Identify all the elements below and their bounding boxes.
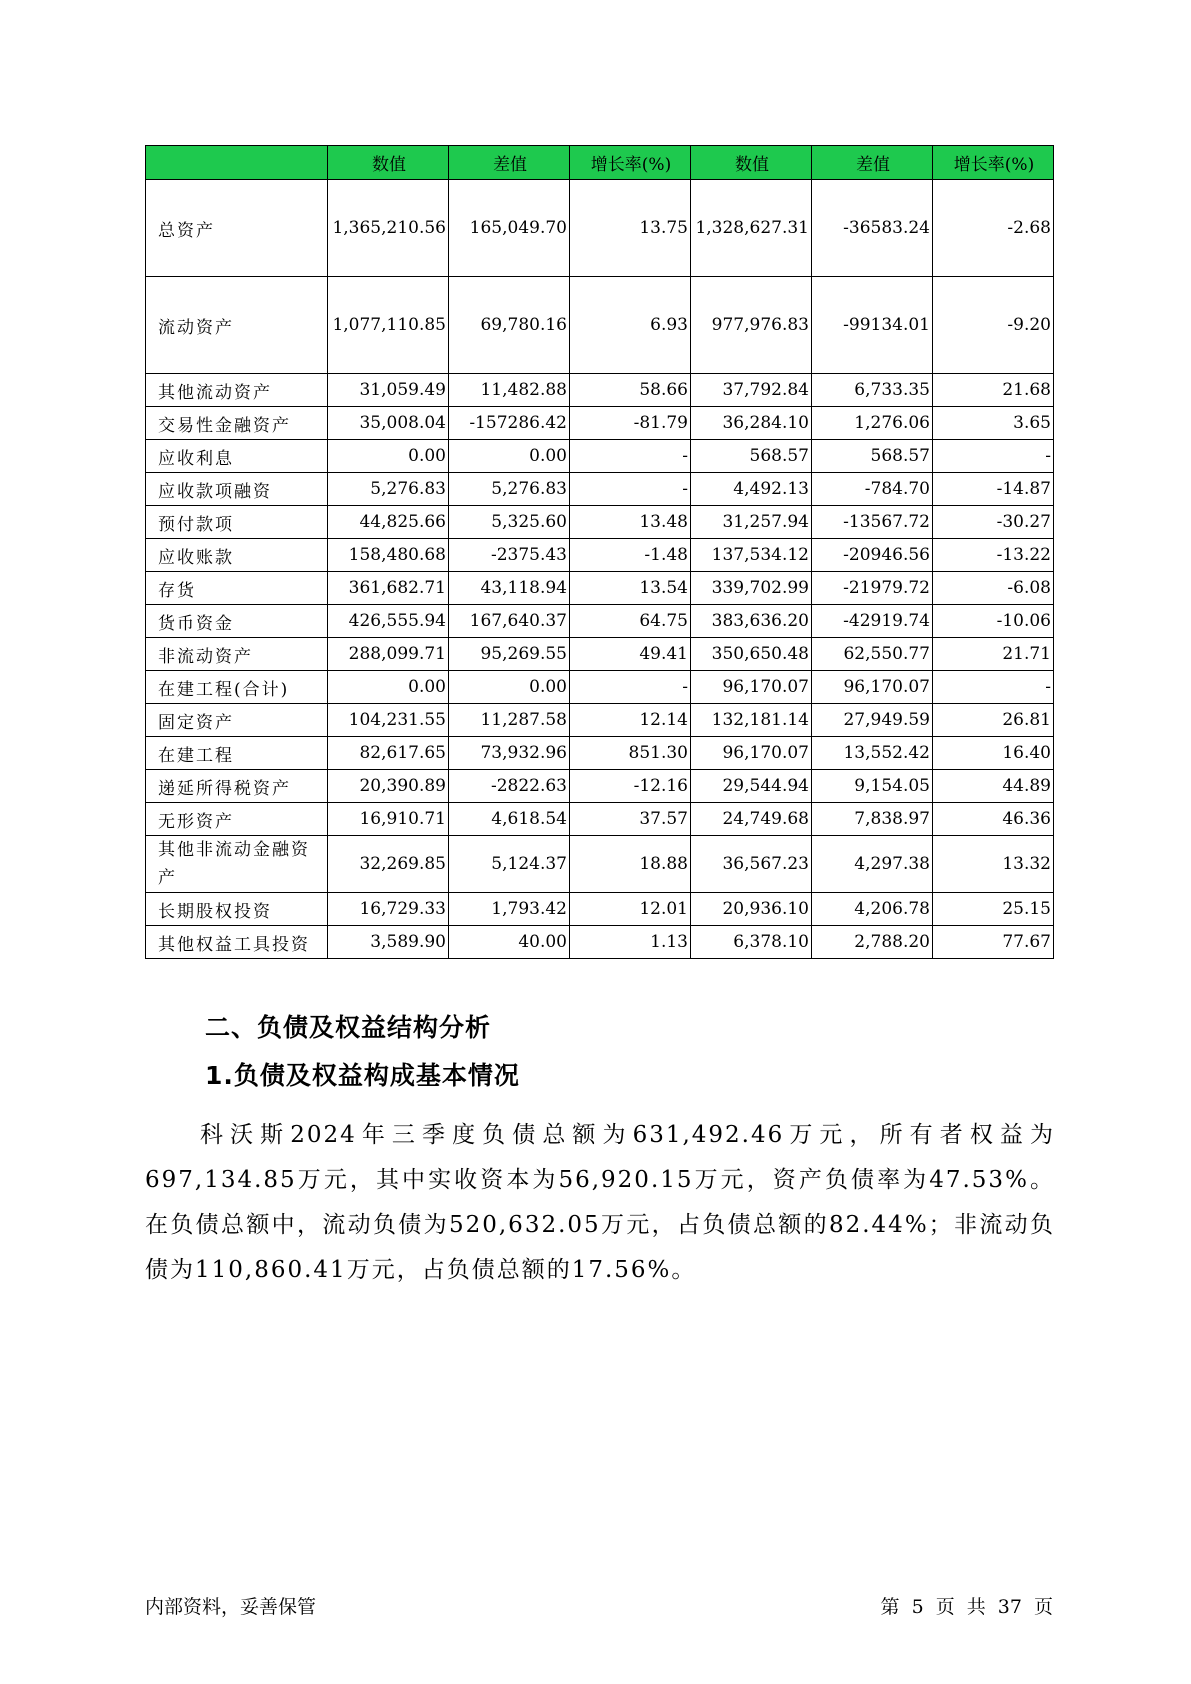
row-name: 其他流动资产 <box>146 374 328 407</box>
cell-value-1: 426,555.94 <box>328 605 449 638</box>
cell-growth-2: 3.65 <box>933 407 1054 440</box>
table-header-row <box>146 146 1054 180</box>
cell-growth-1: -81.79 <box>570 407 691 440</box>
table-body <box>146 180 1054 959</box>
cell-diff-1: 165,049.70 <box>449 180 570 277</box>
cell-value-2: 29,544.94 <box>691 770 812 803</box>
cell-value-2: 96,170.07 <box>691 737 812 770</box>
row-name: 交易性金融资产 <box>146 407 328 440</box>
row-name: 非流动资产 <box>146 638 328 671</box>
asset-structure-table-container <box>145 145 1053 959</box>
row-name: 其他权益工具投资 <box>146 926 328 959</box>
cell-value-2: 568.57 <box>691 440 812 473</box>
cell-diff-1: 73,932.96 <box>449 737 570 770</box>
cell-growth-2: -14.87 <box>933 473 1054 506</box>
row-name: 货币资金 <box>146 605 328 638</box>
cell-diff-1: 69,780.16 <box>449 277 570 374</box>
cell-diff-1: 5,276.83 <box>449 473 570 506</box>
header-cell-growth-2: 增长率(%) <box>933 146 1054 180</box>
header-cell-growth-1: 增长率(%) <box>570 146 691 180</box>
cell-growth-2: 44.89 <box>933 770 1054 803</box>
cell-diff-1: 11,482.88 <box>449 374 570 407</box>
cell-value-2: 4,492.13 <box>691 473 812 506</box>
table-row <box>146 605 1054 638</box>
cell-growth-2: 46.36 <box>933 803 1054 836</box>
table-row <box>146 803 1054 836</box>
cell-diff-2: 6,733.35 <box>812 374 933 407</box>
cell-growth-1: 13.75 <box>570 180 691 277</box>
cell-value-2: 383,636.20 <box>691 605 812 638</box>
asset-structure-table <box>145 145 1054 959</box>
row-name: 无形资产 <box>146 803 328 836</box>
cell-value-1: 1,077,110.85 <box>328 277 449 374</box>
cell-diff-1: 43,118.94 <box>449 572 570 605</box>
cell-diff-2: 2,788.20 <box>812 926 933 959</box>
table-row <box>146 770 1054 803</box>
header-cell-diff-2: 差值 <box>812 146 933 180</box>
cell-diff-2: 96,170.07 <box>812 671 933 704</box>
header-cell-value-2: 数值 <box>691 146 812 180</box>
cell-diff-1: 5,124.37 <box>449 836 570 893</box>
cell-growth-2: 16.40 <box>933 737 1054 770</box>
cell-growth-1: 18.88 <box>570 836 691 893</box>
cell-value-1: 20,390.89 <box>328 770 449 803</box>
cell-value-1: 32,269.85 <box>328 836 449 893</box>
cell-growth-1: 13.54 <box>570 572 691 605</box>
cell-value-2: 1,328,627.31 <box>691 180 812 277</box>
cell-growth-1: 12.01 <box>570 893 691 926</box>
table-row <box>146 926 1054 959</box>
cell-growth-1: 851.30 <box>570 737 691 770</box>
cell-growth-2: - <box>933 671 1054 704</box>
row-name: 固定资产 <box>146 704 328 737</box>
cell-value-1: 82,617.65 <box>328 737 449 770</box>
cell-value-2: 37,792.84 <box>691 374 812 407</box>
footer-page-number: 第 5 页 共 37 页 <box>880 1596 1053 1618</box>
row-name: 递延所得税资产 <box>146 770 328 803</box>
cell-growth-2: -2.68 <box>933 180 1054 277</box>
cell-value-1: 1,365,210.56 <box>328 180 449 277</box>
cell-diff-1: 0.00 <box>449 671 570 704</box>
cell-value-2: 339,702.99 <box>691 572 812 605</box>
table-row <box>146 638 1054 671</box>
cell-diff-2: -36583.24 <box>812 180 933 277</box>
table-row <box>146 671 1054 704</box>
cell-diff-2: -20946.56 <box>812 539 933 572</box>
cell-diff-2: -42919.74 <box>812 605 933 638</box>
row-name: 应收利息 <box>146 440 328 473</box>
table-row <box>146 704 1054 737</box>
row-name: 其他非流动金融资产 <box>146 836 328 893</box>
row-name: 流动资产 <box>146 277 328 374</box>
cell-growth-2: 77.67 <box>933 926 1054 959</box>
row-name: 预付款项 <box>146 506 328 539</box>
cell-growth-2: 26.81 <box>933 704 1054 737</box>
cell-growth-1: 1.13 <box>570 926 691 959</box>
cell-growth-1: 13.48 <box>570 506 691 539</box>
cell-diff-2: 62,550.77 <box>812 638 933 671</box>
table-row <box>146 407 1054 440</box>
analysis-paragraph: 科沃斯2024年三季度负债总额为631,492.46万元，所有者权益为697,134.85万元，其中实收资本为56,920.15万元，资产负债率为47.53%。在负债总额中，流动负债为520,632.05万元，占负债总额的82.44%；非流动负债为110,860.41万元，占负债总额的17.56%。 <box>145 1122 1055 1283</box>
cell-diff-1: 5,325.60 <box>449 506 570 539</box>
cell-diff-1: -2822.63 <box>449 770 570 803</box>
cell-value-2: 137,534.12 <box>691 539 812 572</box>
cell-growth-1: -1.48 <box>570 539 691 572</box>
table-row <box>146 836 1054 893</box>
cell-growth-1: - <box>570 671 691 704</box>
row-name: 应收款项融资 <box>146 473 328 506</box>
cell-growth-1: 49.41 <box>570 638 691 671</box>
table-row <box>146 473 1054 506</box>
table-row <box>146 374 1054 407</box>
cell-diff-1: 4,618.54 <box>449 803 570 836</box>
cell-value-2: 132,181.14 <box>691 704 812 737</box>
cell-value-1: 0.00 <box>328 440 449 473</box>
cell-value-2: 96,170.07 <box>691 671 812 704</box>
cell-diff-2: 568.57 <box>812 440 933 473</box>
cell-value-1: 0.00 <box>328 671 449 704</box>
header-cell-diff-1: 差值 <box>449 146 570 180</box>
cell-value-1: 5,276.83 <box>328 473 449 506</box>
table-row <box>146 506 1054 539</box>
cell-value-2: 36,567.23 <box>691 836 812 893</box>
cell-diff-1: 40.00 <box>449 926 570 959</box>
cell-diff-2: 7,838.97 <box>812 803 933 836</box>
subsection-title: 1.负债及权益构成基本情况 <box>205 1061 520 1090</box>
cell-value-2: 24,749.68 <box>691 803 812 836</box>
row-name: 在建工程(合计) <box>146 671 328 704</box>
cell-growth-2: -9.20 <box>933 277 1054 374</box>
table-row <box>146 539 1054 572</box>
cell-value-1: 158,480.68 <box>328 539 449 572</box>
cell-value-1: 104,231.55 <box>328 704 449 737</box>
cell-growth-1: - <box>570 440 691 473</box>
cell-value-1: 31,059.49 <box>328 374 449 407</box>
cell-growth-2: 25.15 <box>933 893 1054 926</box>
cell-diff-1: -157286.42 <box>449 407 570 440</box>
footer-confidential-note: 内部资料，妥善保管 <box>145 1596 317 1618</box>
cell-diff-2: -99134.01 <box>812 277 933 374</box>
cell-growth-1: - <box>570 473 691 506</box>
table-row <box>146 440 1054 473</box>
cell-value-1: 35,008.04 <box>328 407 449 440</box>
cell-growth-1: 58.66 <box>570 374 691 407</box>
cell-diff-2: 13,552.42 <box>812 737 933 770</box>
row-name: 应收账款 <box>146 539 328 572</box>
cell-diff-2: -13567.72 <box>812 506 933 539</box>
cell-growth-2: 21.71 <box>933 638 1054 671</box>
cell-value-2: 350,650.48 <box>691 638 812 671</box>
cell-growth-1: 37.57 <box>570 803 691 836</box>
cell-diff-2: -784.70 <box>812 473 933 506</box>
cell-growth-2: 21.68 <box>933 374 1054 407</box>
cell-diff-1: 11,287.58 <box>449 704 570 737</box>
cell-value-2: 20,936.10 <box>691 893 812 926</box>
cell-value-1: 16,729.33 <box>328 893 449 926</box>
table-row <box>146 180 1054 277</box>
cell-value-2: 977,976.83 <box>691 277 812 374</box>
row-name: 长期股权投资 <box>146 893 328 926</box>
cell-value-1: 288,099.71 <box>328 638 449 671</box>
cell-growth-1: 64.75 <box>570 605 691 638</box>
cell-diff-2: -21979.72 <box>812 572 933 605</box>
cell-value-2: 31,257.94 <box>691 506 812 539</box>
cell-diff-2: 4,297.38 <box>812 836 933 893</box>
cell-diff-2: 1,276.06 <box>812 407 933 440</box>
cell-value-1: 16,910.71 <box>328 803 449 836</box>
cell-value-1: 44,825.66 <box>328 506 449 539</box>
cell-value-2: 6,378.10 <box>691 926 812 959</box>
table-row <box>146 572 1054 605</box>
row-name: 存货 <box>146 572 328 605</box>
section-title: 二、负债及权益结构分析 <box>205 1013 492 1042</box>
cell-value-2: 36,284.10 <box>691 407 812 440</box>
cell-growth-2: -6.08 <box>933 572 1054 605</box>
cell-diff-2: 4,206.78 <box>812 893 933 926</box>
cell-growth-2: -10.06 <box>933 605 1054 638</box>
row-name: 总资产 <box>146 180 328 277</box>
cell-diff-2: 27,949.59 <box>812 704 933 737</box>
header-cell-value-1: 数值 <box>328 146 449 180</box>
cell-value-1: 361,682.71 <box>328 572 449 605</box>
cell-diff-1: 1,793.42 <box>449 893 570 926</box>
cell-growth-2: -13.22 <box>933 539 1054 572</box>
cell-growth-2: 13.32 <box>933 836 1054 893</box>
table-row <box>146 893 1054 926</box>
cell-diff-1: 95,269.55 <box>449 638 570 671</box>
table-row <box>146 737 1054 770</box>
cell-growth-1: 6.93 <box>570 277 691 374</box>
cell-growth-1: -12.16 <box>570 770 691 803</box>
cell-diff-1: -2375.43 <box>449 539 570 572</box>
table-row <box>146 277 1054 374</box>
cell-growth-1: 12.14 <box>570 704 691 737</box>
cell-diff-1: 167,640.37 <box>449 605 570 638</box>
cell-diff-2: 9,154.05 <box>812 770 933 803</box>
cell-value-1: 3,589.90 <box>328 926 449 959</box>
row-name: 在建工程 <box>146 737 328 770</box>
cell-growth-2: - <box>933 440 1054 473</box>
cell-growth-2: -30.27 <box>933 506 1054 539</box>
cell-diff-1: 0.00 <box>449 440 570 473</box>
header-cell-item <box>146 146 328 180</box>
